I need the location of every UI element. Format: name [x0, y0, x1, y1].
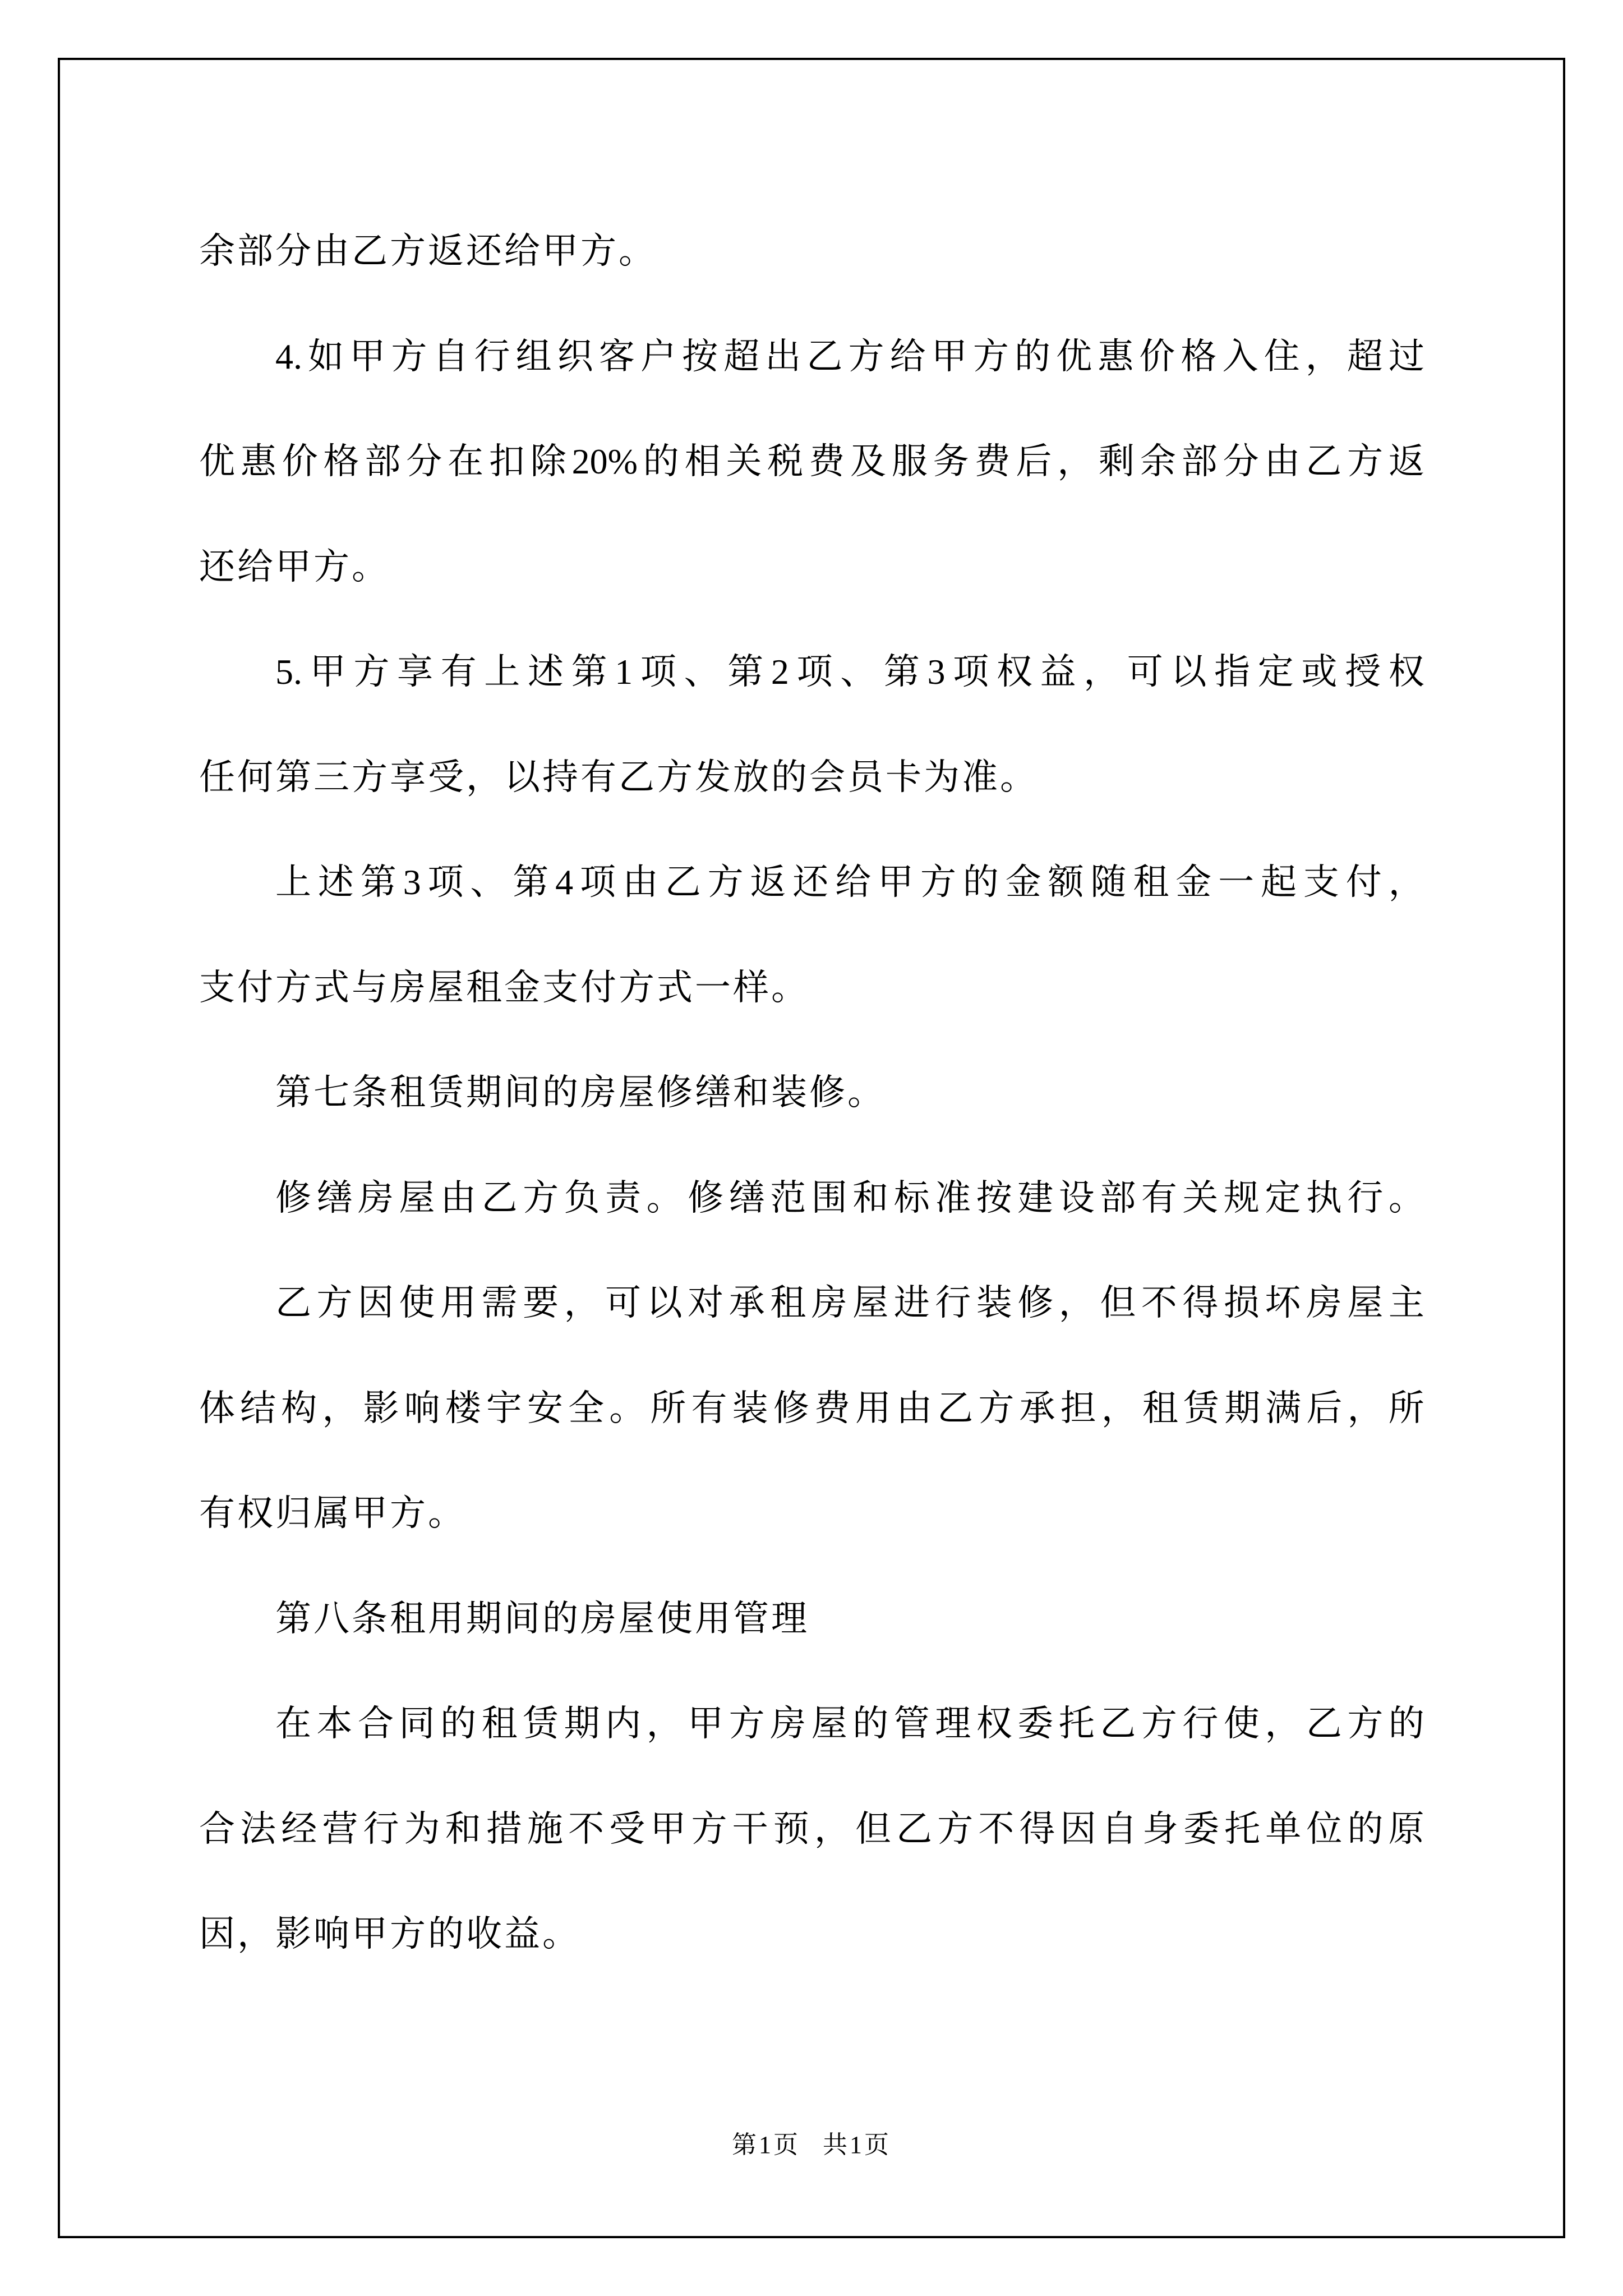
text-token: 委 [1183, 1809, 1219, 1849]
text-token: 的 [852, 1704, 889, 1743]
text-line [199, 409, 1424, 514]
text-token: 第 [513, 862, 549, 902]
text-token: 享 [396, 652, 433, 692]
text-token: 甲 [650, 1809, 686, 1849]
text-token: 托 [1224, 1809, 1261, 1849]
text-token: 费 [809, 441, 845, 481]
text-token: 准 [935, 1177, 971, 1218]
text-token: 进 [893, 1283, 930, 1323]
text-token: 返 [750, 862, 786, 902]
text-token: ， [322, 1388, 358, 1428]
text-token: 指 [1214, 652, 1251, 692]
text-token: 满 [1265, 1388, 1302, 1428]
text-token: 责 [605, 1177, 642, 1218]
text-token: 因 [1060, 1809, 1096, 1849]
text-token: 可 [1127, 652, 1163, 692]
text-token: 或 [1301, 652, 1338, 692]
text-token: 益 [1040, 652, 1076, 692]
text-token: 全 [568, 1388, 605, 1428]
text-token: 。 [1388, 1177, 1424, 1218]
text-token: ， [1058, 1283, 1095, 1323]
text-token: 不 [568, 1809, 605, 1849]
text-token: 响 [404, 1388, 440, 1428]
text-token: 关 [1182, 1177, 1219, 1218]
text-token: 出 [765, 336, 801, 376]
text-token: 1 [615, 652, 633, 692]
text-token: 的 [962, 862, 999, 902]
text-token: 述 [527, 652, 564, 692]
text-token: 乙 [275, 1283, 311, 1323]
text-token: 营 [322, 1809, 358, 1849]
text-line: 余部分由乙方返还给甲方。 [199, 231, 657, 271]
text-token: 的 [1014, 336, 1050, 376]
text-line: 任何第三方享受，以持有乙方发放的会员卡为准。 [199, 757, 1038, 797]
text-token: 项 [427, 862, 464, 902]
text-token: 授 [1345, 652, 1381, 692]
text-token: ， [814, 1809, 850, 1849]
text-token: 赁 [523, 1704, 559, 1743]
text-token: 由 [896, 1388, 933, 1428]
text-token: 费 [974, 441, 1011, 481]
text-token: 和 [852, 1177, 889, 1218]
text-token: 标 [893, 1177, 930, 1218]
text-token: 3 [927, 652, 946, 692]
text-token: 相 [684, 441, 721, 481]
text-token: 装 [976, 1283, 1012, 1323]
text-token: 由 [622, 862, 658, 902]
text-token: 房 [358, 1177, 394, 1218]
text-line [199, 1250, 1424, 1356]
text-token: ， [1265, 1704, 1301, 1743]
text-token: 原 [1388, 1809, 1424, 1849]
text-token: 分 [406, 441, 442, 481]
text-token: ， [1083, 652, 1120, 692]
text-token: 权 [976, 1704, 1012, 1743]
text-token: 第 [360, 862, 396, 902]
text-token: 方 [691, 1809, 727, 1849]
text-token: 施 [527, 1809, 563, 1849]
text-token: 价 [1139, 336, 1175, 376]
text-token: 金 [1005, 862, 1041, 902]
text-token: 担 [1060, 1388, 1096, 1428]
text-token: 承 [728, 1283, 765, 1323]
text-token: 方 [728, 1704, 765, 1743]
text-token: 缮 [728, 1177, 765, 1218]
text-token: 如 [308, 336, 344, 376]
text-token: 部 [365, 441, 401, 481]
text-token: 甲 [310, 652, 346, 692]
text-token: 乙 [1306, 1704, 1342, 1743]
text-token: 甲 [688, 1704, 724, 1743]
text-token: 委 [1017, 1704, 1054, 1743]
text-token: 房 [1306, 1283, 1342, 1323]
text-token: 装 [732, 1388, 768, 1428]
text-token: 但 [1100, 1283, 1136, 1323]
text-token: 支 [1303, 862, 1339, 902]
text-token: 起 [1261, 862, 1297, 902]
text-token: 。 [609, 1388, 645, 1428]
text-token: 组 [515, 336, 552, 376]
text-token: 按 [682, 336, 718, 376]
text-token: 格 [1181, 336, 1217, 376]
text-token: 乙 [1100, 1704, 1136, 1743]
text-token: 屋 [399, 1177, 435, 1218]
page-total-label: 共1页 [823, 2131, 891, 2159]
text-token: 扣 [488, 441, 525, 481]
text-token: 格 [323, 441, 359, 481]
text-token: 由 [1264, 441, 1301, 481]
text-token: 范 [770, 1177, 806, 1218]
text-token: 不 [978, 1809, 1015, 1849]
text-token: 乙 [937, 1388, 974, 1428]
text-token: 管 [893, 1704, 930, 1743]
text-token: 的 [1347, 1809, 1384, 1849]
text-token: 安 [527, 1388, 563, 1428]
text-token: 有 [1141, 1177, 1177, 1218]
text-token: 乙 [806, 336, 843, 376]
text-token: 金 [1175, 862, 1212, 902]
text-token: 、 [840, 652, 877, 692]
text-token: 方 [972, 336, 1009, 376]
text-token: 权 [996, 652, 1032, 692]
text-token: 修 [1017, 1283, 1054, 1323]
text-token: 托 [1058, 1704, 1095, 1743]
text-line [199, 1356, 1424, 1461]
text-token: 定 [1257, 652, 1294, 692]
text-token: 的 [440, 1704, 477, 1743]
text-token: 租 [770, 1283, 806, 1323]
text-token: 方 [937, 1809, 974, 1849]
text-token: 有 [440, 652, 477, 692]
text-token: 第 [571, 652, 607, 692]
text-token: 上 [484, 652, 520, 692]
text-token: 体 [199, 1388, 235, 1428]
text-token: 同 [399, 1704, 435, 1743]
text-line: 还给甲方。 [199, 546, 390, 587]
text-token: 所 [1388, 1388, 1424, 1428]
text-token: 甲 [931, 336, 967, 376]
text-token: 过 [1388, 336, 1424, 376]
text-token: 价 [282, 441, 318, 481]
text-token: 房 [770, 1704, 806, 1743]
text-token: 甲 [878, 862, 914, 902]
text-token: ， [1305, 336, 1341, 376]
text-token: 房 [811, 1283, 847, 1323]
text-token: 乙 [665, 862, 701, 902]
text-token: 行 [474, 336, 510, 376]
text-token: 、 [470, 862, 506, 902]
text-token: 设 [1058, 1177, 1095, 1218]
text-token: 给 [889, 336, 926, 376]
text-line: 有权归属甲方。 [199, 1493, 466, 1533]
text-token: 对 [688, 1283, 724, 1323]
text-token: 除 [530, 441, 566, 481]
text-token: 超 [723, 336, 760, 376]
text-token: 屋 [852, 1283, 889, 1323]
text-token: 和 [445, 1809, 481, 1849]
text-token: 为 [404, 1809, 440, 1849]
text-token: 得 [1019, 1809, 1055, 1849]
text-token: 修 [275, 1177, 311, 1218]
text-token: 在 [275, 1704, 311, 1743]
text-token: 优 [199, 441, 235, 481]
text-token: 权 [1388, 652, 1424, 692]
text-token: 分 [1223, 441, 1259, 481]
text-line [199, 619, 1424, 725]
text-token: 住 [1264, 336, 1300, 376]
text-token: 付 [1345, 862, 1382, 902]
text-token: 剩 [1099, 441, 1135, 481]
text-token: 项 [640, 652, 676, 692]
text-token: 租 [1133, 862, 1169, 902]
text-token: 部 [1181, 441, 1218, 481]
text-line [199, 1145, 1424, 1251]
text-token: 方 [848, 336, 884, 376]
text-token: 干 [732, 1809, 768, 1849]
page-number-label: 第1页 [732, 2131, 800, 2159]
text-token: 方 [391, 336, 427, 376]
text-token: 使 [399, 1283, 435, 1323]
text-token: 宇 [486, 1388, 522, 1428]
text-token: 述 [317, 862, 354, 902]
text-token: 2 [771, 652, 789, 692]
text-token: 4 [555, 862, 574, 902]
text-token: 的 [1388, 1704, 1424, 1743]
text-token: 租 [481, 1704, 518, 1743]
text-token: 所 [650, 1388, 686, 1428]
text-token: 乙 [1306, 441, 1342, 481]
text-token: 方 [316, 1283, 353, 1323]
text-token: 行 [935, 1283, 971, 1323]
text-token: 需 [481, 1283, 518, 1323]
text-token: ， [1347, 1388, 1384, 1428]
text-line: 支付方式与房屋租金支付方式一样。 [199, 967, 809, 1007]
text-token: 甲 [349, 336, 386, 376]
text-token: 可 [605, 1283, 642, 1323]
text-token: 第 [727, 652, 764, 692]
text-token: 以 [1170, 652, 1207, 692]
text-token: 的 [643, 441, 679, 481]
text-token: 还 [792, 862, 829, 902]
text-token: 用 [855, 1388, 891, 1428]
text-token: 方 [1347, 1704, 1384, 1743]
text-token: 户 [640, 336, 676, 376]
text-token: 、 [684, 652, 720, 692]
text-token: 余 [1140, 441, 1176, 481]
text-token: 建 [1017, 1177, 1054, 1218]
text-token: 入 [1222, 336, 1258, 376]
text-token: 缮 [316, 1177, 353, 1218]
text-token: 后 [1016, 441, 1052, 481]
text-token: 合 [358, 1704, 394, 1743]
text-token: 租 [1142, 1388, 1178, 1428]
text-token: 行 [1347, 1177, 1384, 1218]
text-token: 4. [275, 336, 302, 376]
text-token: 楼 [445, 1388, 481, 1428]
text-token: ， [1388, 862, 1424, 902]
text-token: 第 [883, 652, 920, 692]
text-token: 影 [363, 1388, 399, 1428]
text-token: 屋 [1347, 1283, 1384, 1323]
text-line: 第七条租赁期间的房屋修缮和装修。 [275, 1073, 886, 1112]
text-token: 客 [598, 336, 635, 376]
text-token: 方 [523, 1177, 559, 1218]
text-token: 务 [933, 441, 969, 481]
text-line [199, 1671, 1424, 1777]
text-token: 行 [1182, 1704, 1219, 1743]
text-token: 由 [440, 1177, 477, 1218]
text-token: 随 [1090, 862, 1127, 902]
text-token: 负 [564, 1177, 600, 1218]
text-token: 承 [1019, 1388, 1055, 1428]
text-token: 赁 [1183, 1388, 1219, 1428]
text-line [199, 304, 1424, 409]
text-token: 受 [609, 1809, 645, 1849]
text-token: 执 [1306, 1177, 1342, 1218]
text-token: 要 [523, 1283, 559, 1323]
text-token: ， [564, 1283, 600, 1323]
text-token: 使 [1223, 1704, 1260, 1743]
text-token: 自 [1101, 1809, 1137, 1849]
text-token: 有 [691, 1388, 727, 1428]
text-token: 因 [358, 1283, 394, 1323]
text-token: 围 [811, 1177, 847, 1218]
text-token: 位 [1306, 1809, 1343, 1849]
text-token: 结 [240, 1388, 276, 1428]
text-token: 项 [953, 652, 989, 692]
text-token: 自 [432, 336, 469, 376]
text-token: 期 [1224, 1388, 1261, 1428]
text-token: ， [646, 1704, 683, 1743]
text-token: 给 [835, 862, 872, 902]
text-token: 乙 [481, 1177, 518, 1218]
text-token: 用 [440, 1283, 477, 1323]
text-token: 经 [281, 1809, 317, 1849]
text-token: 单 [1265, 1809, 1302, 1849]
text-token: 上 [275, 862, 311, 902]
text-token: 期 [564, 1704, 600, 1743]
text-token: 本 [316, 1704, 353, 1743]
text-token: 税 [767, 441, 804, 481]
text-token: 20% [571, 441, 638, 481]
text-token: 方 [353, 652, 390, 692]
text-token: 一 [1218, 862, 1255, 902]
text-token: 按 [976, 1177, 1012, 1218]
text-token: 。 [646, 1177, 683, 1218]
text-token: 方 [707, 862, 744, 902]
text-token: 方 [978, 1388, 1015, 1428]
text-token: 方 [1347, 441, 1384, 481]
text-token: 内 [605, 1704, 642, 1743]
text-token: 以 [646, 1283, 683, 1323]
text-token: 定 [1265, 1177, 1301, 1218]
text-token: 后 [1306, 1388, 1343, 1428]
text-token: 服 [891, 441, 928, 481]
text-token: 及 [850, 441, 886, 481]
text-token: 方 [1141, 1704, 1177, 1743]
text-token: 得 [1182, 1283, 1219, 1323]
text-token: ， [1057, 441, 1094, 481]
text-token: 规 [1223, 1177, 1260, 1218]
text-token: 在 [448, 441, 484, 481]
text-token: 行 [363, 1809, 399, 1849]
text-token: 屋 [811, 1704, 847, 1743]
text-token: 惠 [240, 441, 276, 481]
text-token: 5. [275, 652, 302, 692]
document-body [199, 199, 1424, 1987]
text-token: 项 [580, 862, 616, 902]
text-token: 措 [486, 1809, 522, 1849]
text-token: 法 [240, 1809, 276, 1849]
text-line [199, 1777, 1424, 1882]
text-token: 修 [773, 1388, 809, 1428]
page-footer [0, 2096, 1623, 2194]
text-token: 织 [557, 336, 593, 376]
text-token: 额 [1048, 862, 1084, 902]
text-token: 费 [814, 1388, 850, 1428]
text-token: 预 [773, 1809, 809, 1849]
text-token: 3 [403, 862, 421, 902]
text-token: 乙 [896, 1809, 933, 1849]
text-line: 因，影响甲方的收益。 [199, 1914, 580, 1954]
text-token: 坏 [1265, 1283, 1301, 1323]
text-token: 损 [1223, 1283, 1260, 1323]
text-token: 修 [688, 1177, 724, 1218]
text-line [199, 830, 1424, 935]
text-token: 超 [1347, 336, 1383, 376]
text-token: 惠 [1098, 336, 1134, 376]
text-token: 主 [1388, 1283, 1424, 1323]
text-token: 优 [1056, 336, 1092, 376]
text-token: 方 [920, 862, 956, 902]
text-token: 理 [935, 1704, 971, 1743]
text-token: 合 [199, 1809, 235, 1849]
text-token: 但 [855, 1809, 891, 1849]
text-token: ， [1101, 1388, 1137, 1428]
text-token: 身 [1142, 1809, 1178, 1849]
text-token: 项 [796, 652, 833, 692]
text-token: 返 [1388, 441, 1424, 481]
text-token: 部 [1100, 1177, 1136, 1218]
text-token: 不 [1141, 1283, 1177, 1323]
text-line: 第八条租用期间的房屋使用管理 [275, 1598, 809, 1639]
text-token: 关 [726, 441, 762, 481]
text-token: 构 [281, 1388, 317, 1428]
